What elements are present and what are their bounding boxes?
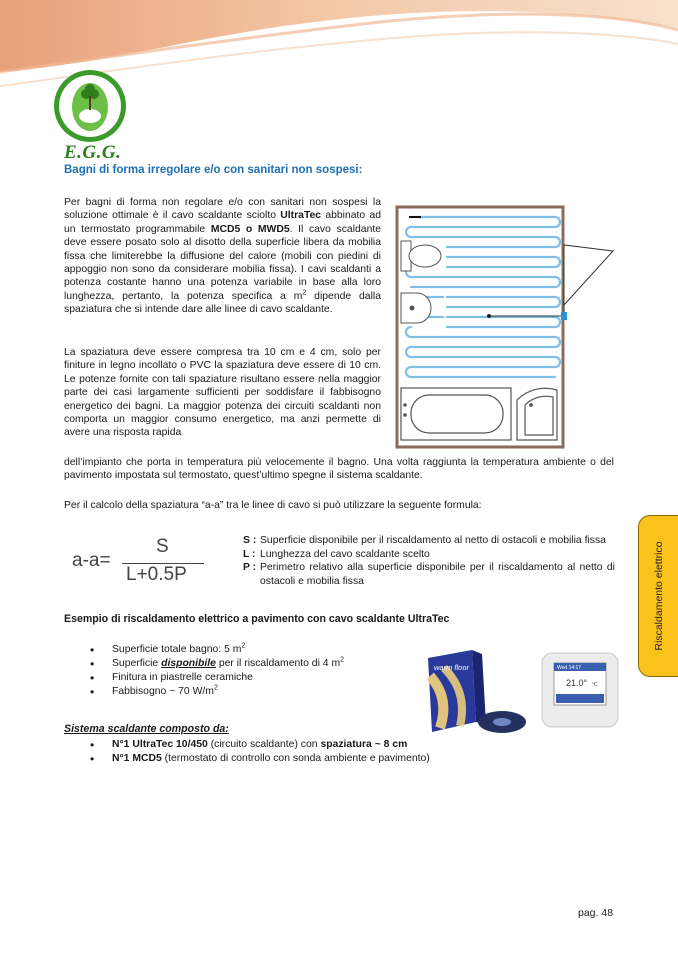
example-title: Esempio di riscaldamento elettrico a pavimento con cavo scaldante UltraTec — [64, 613, 450, 625]
page-number: pag. 48 — [578, 907, 614, 919]
product-box-label: warm floor — [434, 663, 470, 672]
formula-numerator: S — [156, 536, 169, 557]
thermostat-time: Wed 14:17 — [557, 665, 582, 671]
formula-denominator: L+0.5P — [126, 564, 187, 585]
example-specs-list — [86, 643, 344, 699]
bathroom-floor-plan-diagram — [395, 205, 617, 450]
chapter-tab[interactable]: Riscaldamento elettrico — [638, 515, 678, 677]
spacing-formula — [72, 536, 217, 590]
thermostat-unit: °C — [592, 682, 598, 688]
formula-lhs: a-a= — [72, 550, 111, 571]
brand-name: E.G.G. — [64, 142, 122, 163]
list-item: • Finitura in piastrelle ceramiche — [86, 671, 344, 685]
heating-cable-product-image — [420, 648, 532, 740]
company-logo — [50, 66, 130, 146]
list-item: • Superficie disponibile per il riscaldamento di 4 $m^2$ — [86, 657, 344, 671]
legend-item: P : Perimetro relativo alla superficie disponibile per il riscaldamento al netto di ostacoli e mobilia fissa — [243, 562, 615, 587]
list-item: • Fabbisogno ~ 70 $W/m^2$ — [86, 685, 344, 699]
list-item: • N°1 UltraTec 10/450 (circuito scaldante) con spaziatura ~ 8 cm — [86, 738, 430, 752]
formula-legend — [243, 534, 615, 588]
intro-paragraph-2: La spaziatura deve essere compresa tra 10 cm e 4 cm, solo per finiture in legno incollato o PVC la spaziatura deve essere di 10 cm. Le potenze fornite con tali spaziature risultano essere nella maggior parte dei casi largamente sufficienti per soddisfare il fabbisogno energetico dei bagni. La maggior potenza dei circuiti scaldanti non comporta un maggior consumo energetico, ma anzi permette di avere una risposta rapida — [64, 347, 381, 439]
bathtub-fixture — [401, 388, 511, 440]
sink-fixture — [401, 293, 431, 323]
section-heading: Bagni di forma irregolare e/o con sanitari non sospesi: — [64, 164, 363, 176]
list-item: • N°1 MCD5 (termostato di controllo con sonda ambiente e pavimento) — [86, 752, 430, 766]
list-item: • Superficie totale bagno: 5 $m^2$ — [86, 643, 344, 657]
intro-paragraph-1: Per bagni di forma non regolare e/o con sanitari non sospesi la soluzione ottimale è il cavo scaldante sciolto UltraTec abbinato ad un termostato programmabile MCD5 o MWD5. Il cavo scaldante deve essere posato solo al disotto della superficie libera da mobilia fissa che limiterebbe la diffusione del calore (mobili con piedini di appoggio non sono da considerare mobilia fissa). I cavi scaldanti a potenza costante hanno una potenza variabile in base alla loro lunghezza, pertanto, la potenza specifica a $m^2$ dipende dalla spaziatura che si intende dare alle linee di cavo scaldante. — [64, 197, 382, 316]
thermostat-temp: 21.0° — [566, 678, 588, 688]
cable-connection-box — [561, 312, 567, 320]
formula-intro: Per il calcolo della spaziatura “a-a” tra le linee di cavo si può utilizzare la seguente formula: — [64, 500, 482, 511]
system-components-list — [86, 738, 430, 766]
shower-fixture — [517, 388, 557, 440]
system-title: Sistema scaldante composto da: — [64, 723, 229, 735]
thermostat-product-image — [540, 651, 620, 729]
intro-paragraph-2-continued: dell’impianto che porta in temperatura più velocemente il bagno. Una volta raggiunta la temperatura ambiente o del pavimento impostata sul termostato, quest’ultimo spegne il sistema scaldante. — [64, 457, 614, 482]
legend-item: S : Superficie disponibile per il riscaldamento al netto di ostacoli e mobilia fissa — [243, 535, 606, 546]
legend-item: L : Lunghezza del cavo scaldante scelto — [243, 548, 430, 560]
